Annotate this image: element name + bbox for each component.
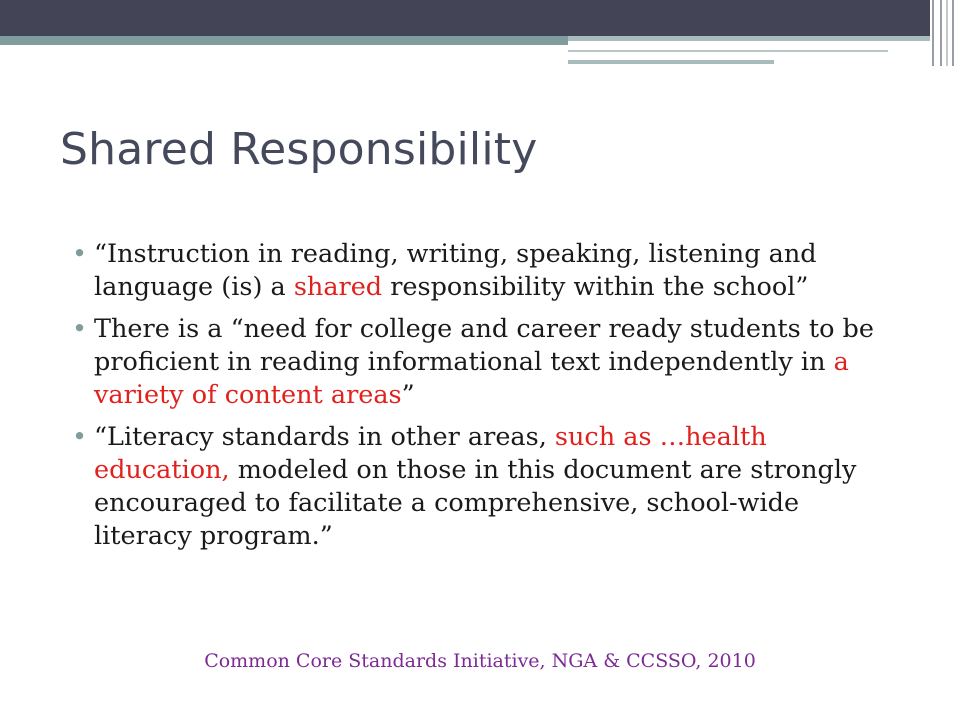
bullet-list [72,238,892,562]
bullet-text: responsibility within the school” [382,272,809,302]
bullet-item [72,313,892,412]
bullet-text: “Literacy standards in other areas, [94,422,555,452]
accent-strip [0,36,568,45]
bullet-text: modeled on those in this document are strongly encouraged to facilitate a comprehensive, school-wide literacy program.” [94,455,857,551]
header-band [0,0,960,36]
bullet-item [72,238,892,304]
bullet-highlight: a variety of content areas [94,347,849,410]
decorative-edge-bars [930,0,960,66]
bullet-dot: • [72,314,88,344]
bullet-highlight: shared [293,272,383,302]
bullet-dot: • [72,422,88,452]
bullet-highlight: such as …health education, [94,422,767,485]
bullet-dot: • [72,239,88,269]
bullet-text: ” [401,380,415,410]
accent-strip-right [568,36,960,41]
bullet-text: There is a “need for college and career ready students to be proficient in reading informational text independently in [94,314,874,377]
bullet-text: “Instruction in reading, writing, speaking, listening and language (is) a [94,239,817,302]
decorative-line-short [568,60,774,64]
bullet-item [72,421,892,553]
slide-title: Shared Responsibility [60,124,538,175]
decorative-line [568,50,888,52]
citation: Common Core Standards Initiative, NGA & CCSSO, 2010 [204,650,756,672]
